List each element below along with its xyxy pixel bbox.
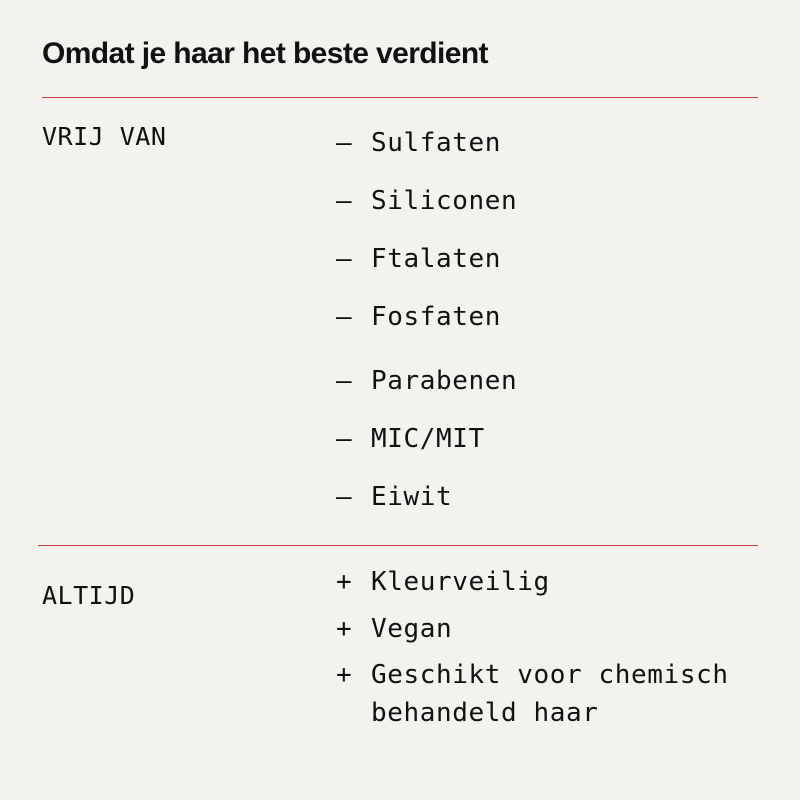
dash-icon: — — [336, 244, 353, 274]
list-item — [336, 610, 452, 648]
section-label-always: ALTIJD — [42, 581, 136, 610]
plus-icon: + — [336, 614, 353, 644]
page-title: Omdat je haar het beste verdient — [42, 37, 488, 70]
dash-icon: — — [336, 366, 353, 396]
divider-middle — [38, 545, 758, 546]
list-item — [336, 298, 501, 336]
dash-icon: — — [336, 186, 353, 216]
dash-icon: — — [336, 482, 353, 512]
list-item — [336, 124, 501, 162]
list-item-label: Geschikt voor chemisch — [371, 660, 729, 690]
list-item — [336, 478, 452, 516]
list-item-label: Sulfaten — [371, 128, 502, 158]
list-item-continuation — [336, 694, 599, 732]
list-item — [336, 563, 550, 601]
list-item-label: Siliconen — [371, 186, 518, 216]
dash-icon: — — [336, 424, 353, 454]
list-item-label: Vegan — [371, 614, 453, 644]
list-item-label: Kleurveilig — [371, 567, 550, 597]
list-item-label: Parabenen — [371, 366, 518, 396]
section-label-free-from: VRIJ VAN — [42, 122, 167, 151]
list-item — [336, 362, 517, 400]
dash-icon: — — [336, 128, 353, 158]
list-item-label: Ftalaten — [371, 244, 502, 274]
list-item-label: behandeld haar — [371, 698, 599, 728]
divider-top — [42, 97, 758, 98]
plus-icon: + — [336, 660, 353, 690]
plus-icon: + — [336, 567, 353, 597]
list-item — [336, 240, 501, 278]
list-item — [336, 182, 517, 220]
list-item-label: Fosfaten — [371, 302, 502, 332]
dash-icon: — — [336, 302, 353, 332]
list-item — [336, 656, 729, 694]
list-item — [336, 420, 485, 458]
list-item-label: Eiwit — [371, 482, 453, 512]
list-item-label: MIC/MIT — [371, 424, 485, 454]
